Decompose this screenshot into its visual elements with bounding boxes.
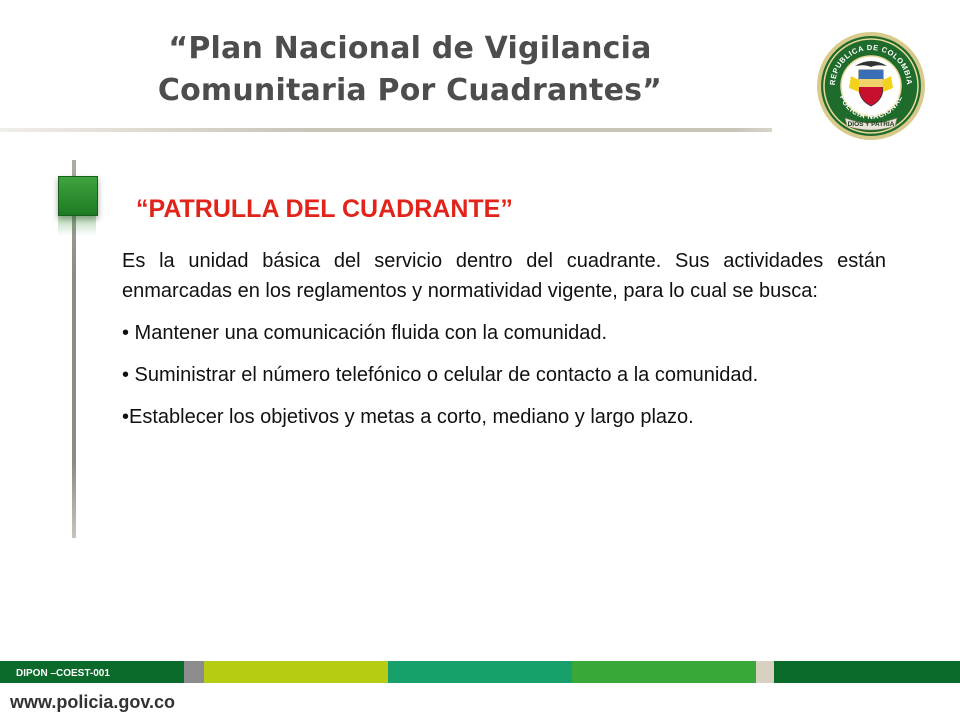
seal-text-top: REPUBLICA DE COLOMBIA: [827, 42, 915, 86]
body-text: [122, 246, 886, 444]
band-segment: [388, 661, 572, 683]
title-line-1: “Plan Nacional de Vigilancia: [168, 31, 652, 66]
title-divider: [0, 128, 772, 132]
footer-website-link[interactable]: www.policia.gov.co: [10, 692, 176, 712]
bullet-square-reflection: [58, 216, 96, 236]
band-segment: [204, 661, 388, 683]
bullet-item: •Establecer los objetivos y metas a corto, mediano y largo plazo.: [122, 406, 694, 428]
footer-code: DIPON –COEST-001: [16, 668, 110, 679]
title-line-2: Comunitaria Por Cuadrantes”: [157, 73, 663, 108]
seal-motto: DIOS Y PATRIA: [847, 121, 895, 128]
bullet-item: • Suministrar el número telefónico o celular de contacto a la comunidad.: [122, 364, 759, 386]
police-seal-icon: [815, 30, 927, 142]
slide-title: [60, 28, 760, 112]
section-subtitle: “PATRULLA DEL CUADRANTE”: [136, 195, 513, 223]
intro-paragraph: Es la unidad básica del servicio dentro del cuadrante. Sus actividades están enmarcadas en los reglamentos y normatividad vigente, para lo cual se busca:: [122, 250, 886, 302]
band-segment: [184, 661, 204, 683]
band-segment: [774, 661, 960, 683]
band-segment: [572, 661, 756, 683]
seal-text-bottom: POLICIA NACIONAL: [837, 93, 905, 121]
footer-color-band: [0, 661, 960, 683]
band-segment: [756, 661, 774, 683]
bullet-item: • Mantener una comunicación fluida con la comunidad.: [122, 322, 608, 344]
bullet-square-icon: [58, 176, 98, 216]
